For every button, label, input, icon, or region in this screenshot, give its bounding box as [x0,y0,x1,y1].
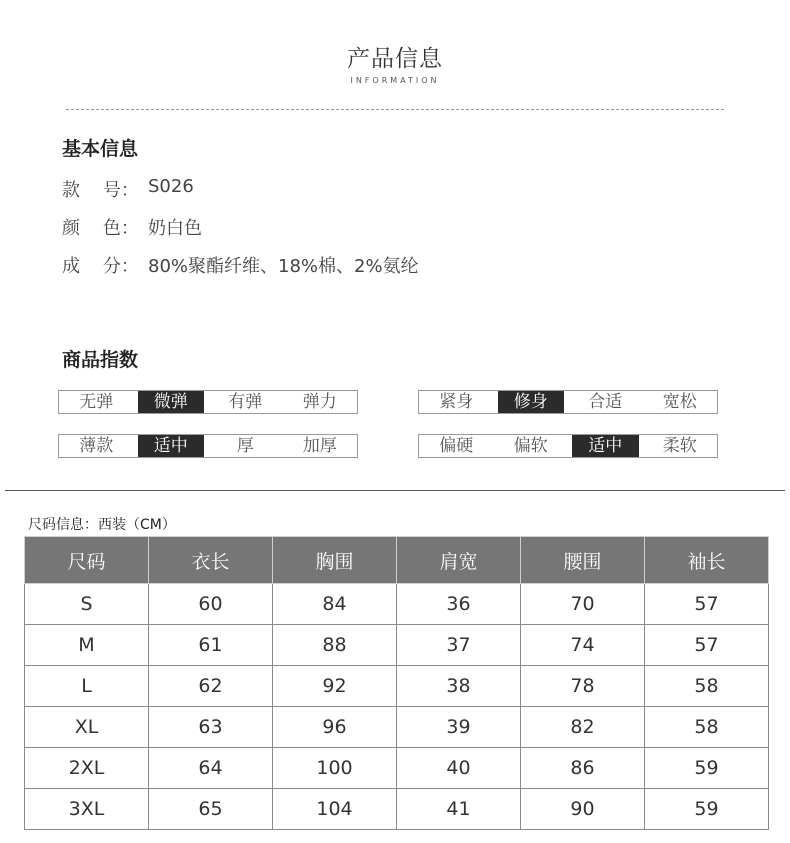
size-table [24,536,769,830]
scale-option: 偏硬 [439,436,474,456]
scale-option: 合适 [588,392,623,412]
table-cell: 64 [149,748,273,789]
column-header: 肩宽 [397,537,521,584]
scale-option-selected: 修身 [498,391,565,413]
info-value: S026 [148,176,194,197]
scale-option: 柔软 [662,436,697,456]
column-header: 胸围 [273,537,397,584]
table-cell: 104 [273,789,397,830]
thickness-scale [58,434,358,458]
table-cell: 58 [645,707,769,748]
table-row [25,625,769,666]
scale-option: 弹力 [302,392,337,412]
table-cell: 61 [149,625,273,666]
table-cell: 41 [397,789,521,830]
table-row [25,789,769,830]
table-cell: 88 [273,625,397,666]
page-title: 产品信息 [347,46,443,72]
table-cell: 63 [149,707,273,748]
table-cell: 57 [645,584,769,625]
table-cell: 100 [273,748,397,789]
table-cell: 40 [397,748,521,789]
table-cell: 59 [645,748,769,789]
table-cell: S [25,584,149,625]
table-cell: 96 [273,707,397,748]
scale-option-selected: 微弹 [138,391,205,413]
basic-info-heading: 基本信息 [62,138,139,160]
column-header: 尺码 [25,537,149,584]
size-table-body [25,584,769,830]
table-cell: 65 [149,789,273,830]
table-row [25,707,769,748]
table-cell: 86 [521,748,645,789]
table-cell: 74 [521,625,645,666]
table-cell: 82 [521,707,645,748]
info-row-style-number [62,176,194,202]
scale-option: 偏软 [513,436,548,456]
product-index-heading: 商品指数 [62,349,139,371]
table-row [25,584,769,625]
table-cell: 60 [149,584,273,625]
table-cell: 37 [397,625,521,666]
table-cell: 59 [645,789,769,830]
scale-option-selected: 适中 [138,435,205,457]
scale-option: 厚 [236,436,254,456]
info-value: 奶白色 [148,218,202,239]
scale-option: 宽松 [662,392,697,412]
fit-scale [418,390,718,414]
section-divider [5,490,785,491]
table-cell: 70 [521,584,645,625]
info-label: 颜 色： [62,218,139,239]
scale-option: 加厚 [302,436,337,456]
elasticity-scale [58,390,358,414]
scale-option-selected: 适中 [572,435,639,457]
table-cell: 78 [521,666,645,707]
table-cell: 3XL [25,789,149,830]
size-table-header-row [25,537,769,584]
page-subtitle: INFORMATION [350,76,440,85]
table-cell: 39 [397,707,521,748]
table-cell: 57 [645,625,769,666]
info-row-material [62,252,419,278]
table-cell: 90 [521,789,645,830]
info-label: 成 分： [62,256,139,277]
column-header: 袖长 [645,537,769,584]
column-header: 衣长 [149,537,273,584]
column-header: 腰围 [521,537,645,584]
table-cell: 92 [273,666,397,707]
table-cell: 62 [149,666,273,707]
size-table-caption: 尺码信息：西装（CM） [28,517,176,533]
table-cell: 58 [645,666,769,707]
table-cell: 84 [273,584,397,625]
table-row [25,666,769,707]
table-cell: L [25,666,149,707]
table-cell: M [25,625,149,666]
scale-option: 紧身 [439,392,474,412]
info-value: 80%聚酯纤维、18%棉、2%氨纶 [148,256,419,277]
softness-scale [418,434,718,458]
dashed-divider [66,109,724,110]
table-cell: XL [25,707,149,748]
table-cell: 38 [397,666,521,707]
table-row [25,748,769,789]
scale-option: 无弹 [79,392,114,412]
table-cell: 36 [397,584,521,625]
info-label: 款 号： [62,180,139,201]
info-row-color [62,214,202,240]
scale-option: 有弹 [228,392,263,412]
table-cell: 2XL [25,748,149,789]
scale-option: 薄款 [79,436,114,456]
